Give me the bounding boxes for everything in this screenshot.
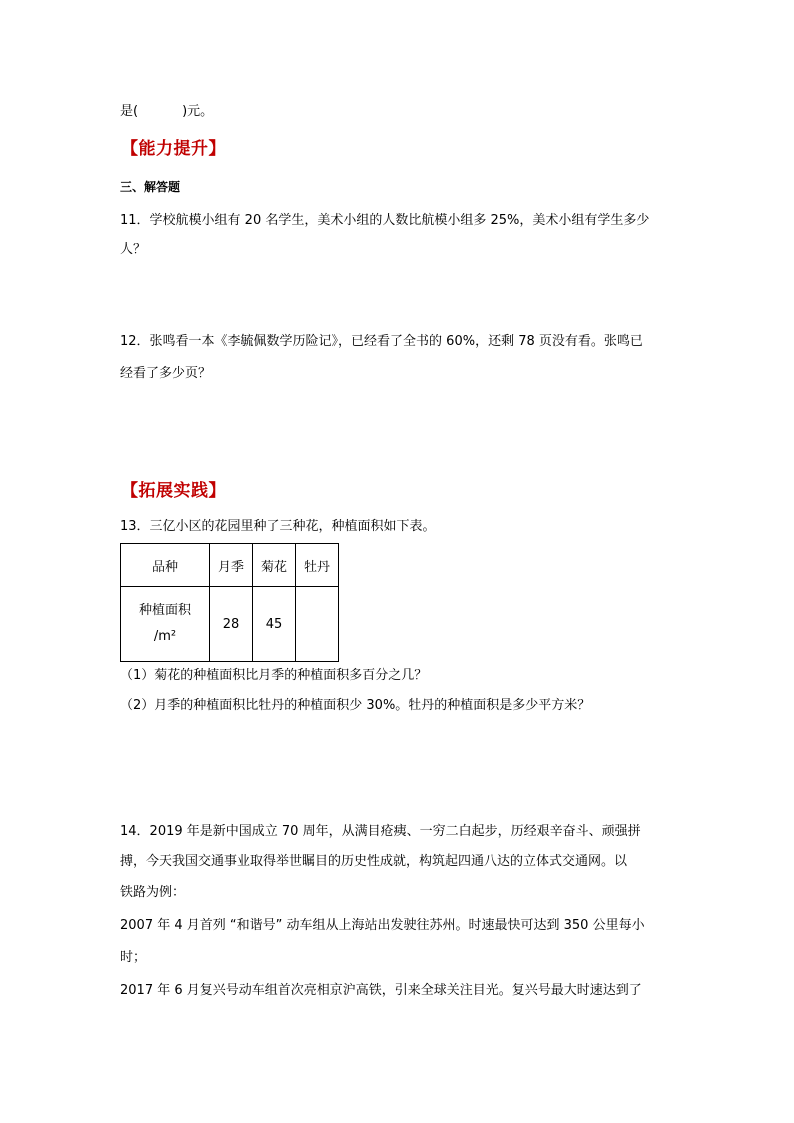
question-11-line2: 人？ bbox=[120, 242, 147, 257]
heading-extended-practice: 【拓展实践】 bbox=[121, 481, 226, 501]
question-13-sub1: （1）菊花的种植面积比月季的种植面积多百分之几？ bbox=[120, 668, 428, 683]
question-14-line6: 2017 年 6 月复兴号动车组首次亮相京沪高铁，引来全球关注目光。复兴号最大时速达到了 bbox=[120, 983, 642, 998]
table-row-label-line1: 种植面积 bbox=[138, 603, 191, 618]
question-14-line1: 14．2019 年是新中国成立 70 周年，从满目疮痍、一穷二白起步，历经艰辛奋斗、顽强拼 bbox=[120, 824, 641, 839]
table-header-peony: 牡丹 bbox=[296, 544, 339, 587]
table-header-row bbox=[121, 544, 339, 587]
question-12-line2: 经看了多少页？ bbox=[120, 366, 212, 381]
answer-prefix: 是( bbox=[120, 104, 139, 119]
table-header-rose: 月季 bbox=[210, 544, 253, 587]
question-14-line2: 搏，今天我国交通事业取得举世瞩目的历史性成就，构筑起四通八达的立体式交通网。以 bbox=[120, 854, 628, 869]
table-header-variety: 品种 bbox=[121, 544, 210, 587]
table-row-label bbox=[121, 587, 210, 662]
table-row-area bbox=[121, 587, 339, 662]
question-13-sub2: （2）月季的种植面积比牡丹的种植面积少 30%。牡丹的种植面积是多少平方米？ bbox=[120, 698, 591, 713]
answer-suffix: )元。 bbox=[182, 104, 214, 119]
table-row-label-unit: /m² bbox=[153, 629, 177, 644]
question-14-line5: 时； bbox=[120, 950, 147, 965]
table-header-chrysanthemum: 菊花 bbox=[253, 544, 296, 587]
heading-ability-improvement: 【能力提升】 bbox=[121, 139, 226, 159]
table-cell-chrysanthemum-area: 45 bbox=[253, 587, 296, 662]
question-12-line1: 12．张鸣看一本《李毓佩数学历险记》，已经看了全书的 60%，还剩 78 页没有看。张鸣已 bbox=[120, 334, 643, 349]
table-cell-rose-area: 28 bbox=[210, 587, 253, 662]
section-title-answer-questions: 三、解答题 bbox=[120, 180, 181, 194]
question-11-line1: 11．学校航模小组有 20 名学生，美术小组的人数比航模小组多 25%，美术小组有学生多少 bbox=[120, 213, 650, 228]
table-cell-peony-area bbox=[296, 587, 339, 662]
question-13-intro: 13．三亿小区的花园里种了三种花，种植面积如下表。 bbox=[120, 519, 436, 534]
answer-line-yuan bbox=[120, 104, 213, 120]
planting-area-table bbox=[120, 543, 339, 662]
question-14-line3: 铁路为例： bbox=[120, 885, 186, 900]
question-14-line4: 2007 年 4 月首列 “和谐号” 动车组从上海站出发驶往苏州。时速最快可达到 350 公里每小 bbox=[120, 918, 645, 933]
